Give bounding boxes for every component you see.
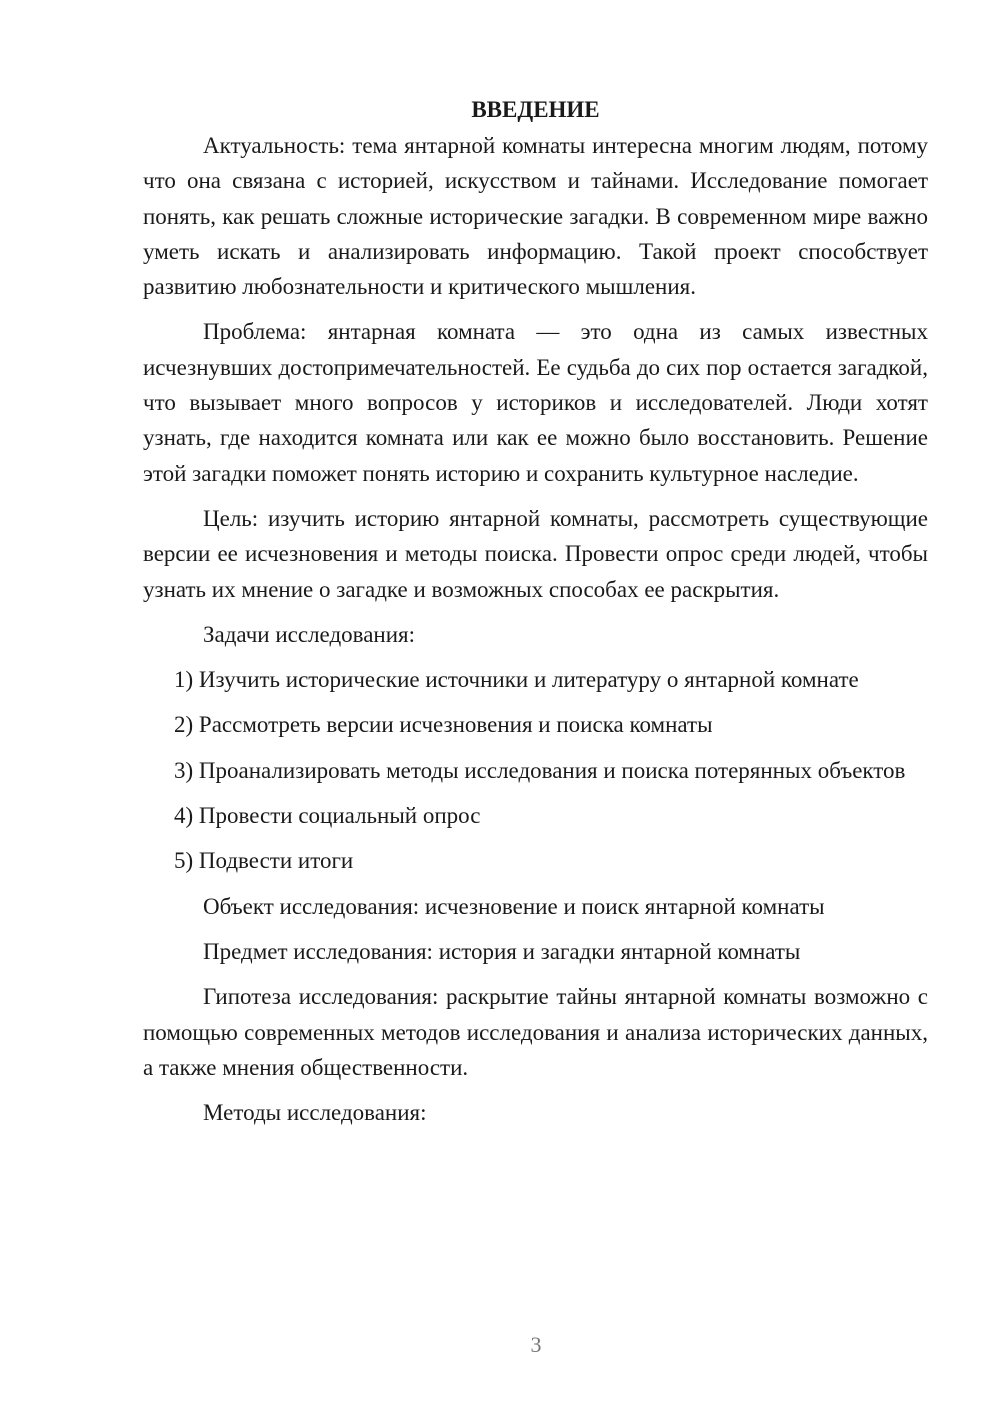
hypothesis-paragraph: Гипотеза исследования: раскрытие тайны янтарной комнаты возможно с помощью современных методов исследования и анализа исторических данных, а также мнения общественности. — [143, 984, 928, 1080]
problem-paragraph: Проблема: янтарная комната — это одна из самых известных исчезнувших достопримечательностей. Ее судьба до сих пор остается загадкой, что вызывает много вопросов у историков и исследователей. Люди хотят узнать, где находится комната или как ее можно было восстановить. Решение этой загадки поможет понять историю и сохранить культурное наследие. — [143, 319, 928, 486]
section-heading: ВВЕДЕНИЕ — [471, 97, 600, 122]
page-number: 3 — [530, 1332, 542, 1357]
tasks-list — [143, 662, 928, 878]
goal-paragraph: Цель: изучить историю янтарной комнаты, рассмотреть существующие версии ее исчезновения и методы поиска. Провести опрос среди людей, чтобы узнать их мнение о загадке и возможных способах ее раскрытия. — [143, 505, 928, 602]
task-item-2: 2) Рассмотреть версии исчезновения и поиска комнаты — [174, 712, 713, 738]
subject-paragraph: Предмет исследования: история и загадки янтарной комнаты — [203, 938, 801, 964]
task-item-3: 3) Проанализировать методы исследования и поиска потерянных объектов — [174, 757, 906, 783]
object-paragraph: Объект исследования: исчезновение и поиск янтарной комнаты — [203, 893, 825, 919]
task-item-5: 5) Подвести итоги — [174, 848, 354, 874]
task-item-4: 4) Провести социальный опрос — [174, 803, 481, 829]
tasks-title: Задачи исследования: — [203, 621, 416, 647]
relevance-paragraph: Актуальность: тема янтарной комнаты интересна многим людям, потому что она связана с историей, искусством и тайнами. Исследование помогает понять, как решать сложные исторические загадки. В современном мире важно уметь искать и анализировать информацию. Такой проект способствует развитию любознательности и критического мышления. — [143, 133, 928, 300]
page-content — [143, 92, 928, 1140]
methods-title: Методы исследования: — [203, 1100, 427, 1126]
task-item-1: 1) Изучить исторические источники и литературу о янтарной комнате — [174, 667, 859, 693]
